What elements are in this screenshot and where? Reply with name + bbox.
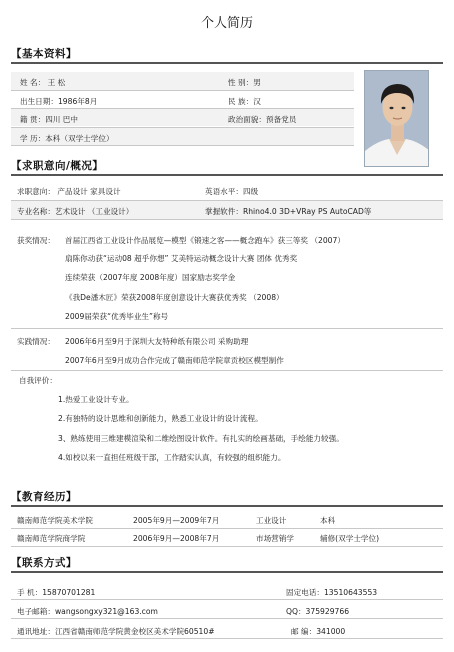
self-evaluation-label: 自我评价： [19, 376, 57, 385]
self-evaluation-item: 1.热爱工业设计专业。 [58, 395, 134, 404]
field-english-level: 英语水平：四级 [205, 187, 259, 196]
row-separator [11, 90, 354, 91]
education-period: 2006年9月—2008年7月 [133, 534, 220, 543]
field-name: 姓 名： 王 松 [20, 78, 66, 87]
row-separator [11, 370, 443, 371]
section-heading-contact: 【联系方式】 [11, 557, 77, 569]
education-major: 工业设计 [256, 516, 287, 525]
practice-item: 2006年6月至9月于深圳大友特种纸有限公司 采购助理 [65, 337, 249, 346]
profile-photo [364, 70, 429, 167]
awards-label: 获奖情况： [17, 236, 55, 245]
section-divider [11, 505, 443, 507]
section-divider [11, 571, 443, 573]
award-item: 2009届荣获“优秀毕业生”称号 [65, 312, 169, 321]
row-separator [11, 618, 443, 619]
field-degree: 学 历：本科（双学士学位） [20, 134, 114, 143]
row-separator [11, 145, 354, 146]
field-ethnic: 民 族：汉 [228, 97, 261, 106]
education-degree: 本科 [320, 516, 336, 525]
row-separator [11, 599, 443, 600]
row-separator [11, 528, 443, 529]
contact-qq: QQ：375929766 [286, 607, 350, 616]
portrait-illustration [365, 71, 429, 167]
award-item: 连续荣获（2007年度 2008年度）国家励志奖学金 [65, 273, 236, 282]
section-heading-intent: 【求职意向/概况】 [11, 160, 104, 172]
page-title: 个人简历 [200, 16, 253, 31]
field-birth: 出生日期：1986年8月 [20, 97, 98, 106]
section-heading-education: 【教育经历】 [11, 491, 77, 503]
field-gender: 性 别：男 [228, 78, 261, 87]
row-separator [11, 108, 354, 109]
row-separator [11, 127, 354, 128]
section-divider [11, 62, 443, 64]
field-job-intent: 求职意向： 产品设计 家具设计 [17, 187, 121, 196]
contact-phone: 固定电话：13510643553 [286, 588, 378, 597]
contact-postcode: 邮 编：341000 [291, 627, 346, 636]
row-separator [11, 200, 443, 201]
section-divider [11, 174, 443, 176]
row-separator [11, 328, 443, 329]
education-school: 赣南师范学院商学院 [17, 534, 86, 543]
education-school: 赣南师范学院美术学院 [17, 516, 93, 525]
education-major: 市场营销学 [256, 534, 294, 543]
field-native-place: 籍 贯：四川 巴中 [20, 115, 78, 124]
field-software: 掌握软件：Rhino4.0 3D+VRay PS AutoCAD等 [205, 207, 372, 216]
self-evaluation-item: 3、熟练使用三维建模渲染和二维绘图设计软件。有扎实的绘画基础，手绘能力较强。 [58, 434, 344, 443]
practice-item: 2007年6月至9月成功合作完成了赣南师范学院章贡校区模型制作 [65, 356, 284, 365]
row-separator [11, 546, 443, 547]
contact-address: 通讯地址：江西省赣南师范学院黄金校区美术学院60510# [17, 627, 215, 636]
section-heading-basic: 【基本资料】 [11, 48, 77, 60]
row-separator [11, 638, 443, 639]
self-evaluation-item: 4.如校以来一直担任班级干部，工作踏实认真，有较强的组织能力。 [58, 453, 286, 462]
self-evaluation-item: 2.有独特的设计思维和创新能力，熟悉工业设计的设计流程。 [58, 414, 263, 423]
education-period: 2005年9月—2009年7月 [133, 516, 220, 525]
award-item: 首届江西省工业设计作品展览—模型《锻速之客——概念跑车》获三等奖 （2007） [65, 236, 345, 245]
education-degree: 辅修(双学士学位) [320, 534, 380, 543]
award-item: 扇陈你动获“运动08 超乎你想” 艾美特运动概念设计大赛 团体 优秀奖 [65, 254, 298, 263]
contact-mobile: 手 机：15870701281 [17, 588, 96, 597]
field-political-status: 政治面貌：预备党员 [228, 115, 297, 124]
award-item: 《我De潘木匠》荣获2008年度创意设计大赛获优秀奖 （2008） [65, 293, 284, 302]
practice-label: 实践情况： [17, 337, 55, 346]
field-major: 专业名称：艺术设计 （工业设计） [17, 207, 134, 216]
contact-email: 电子邮箱：wangsongxy321@163.com [17, 607, 158, 616]
row-separator [11, 219, 443, 220]
